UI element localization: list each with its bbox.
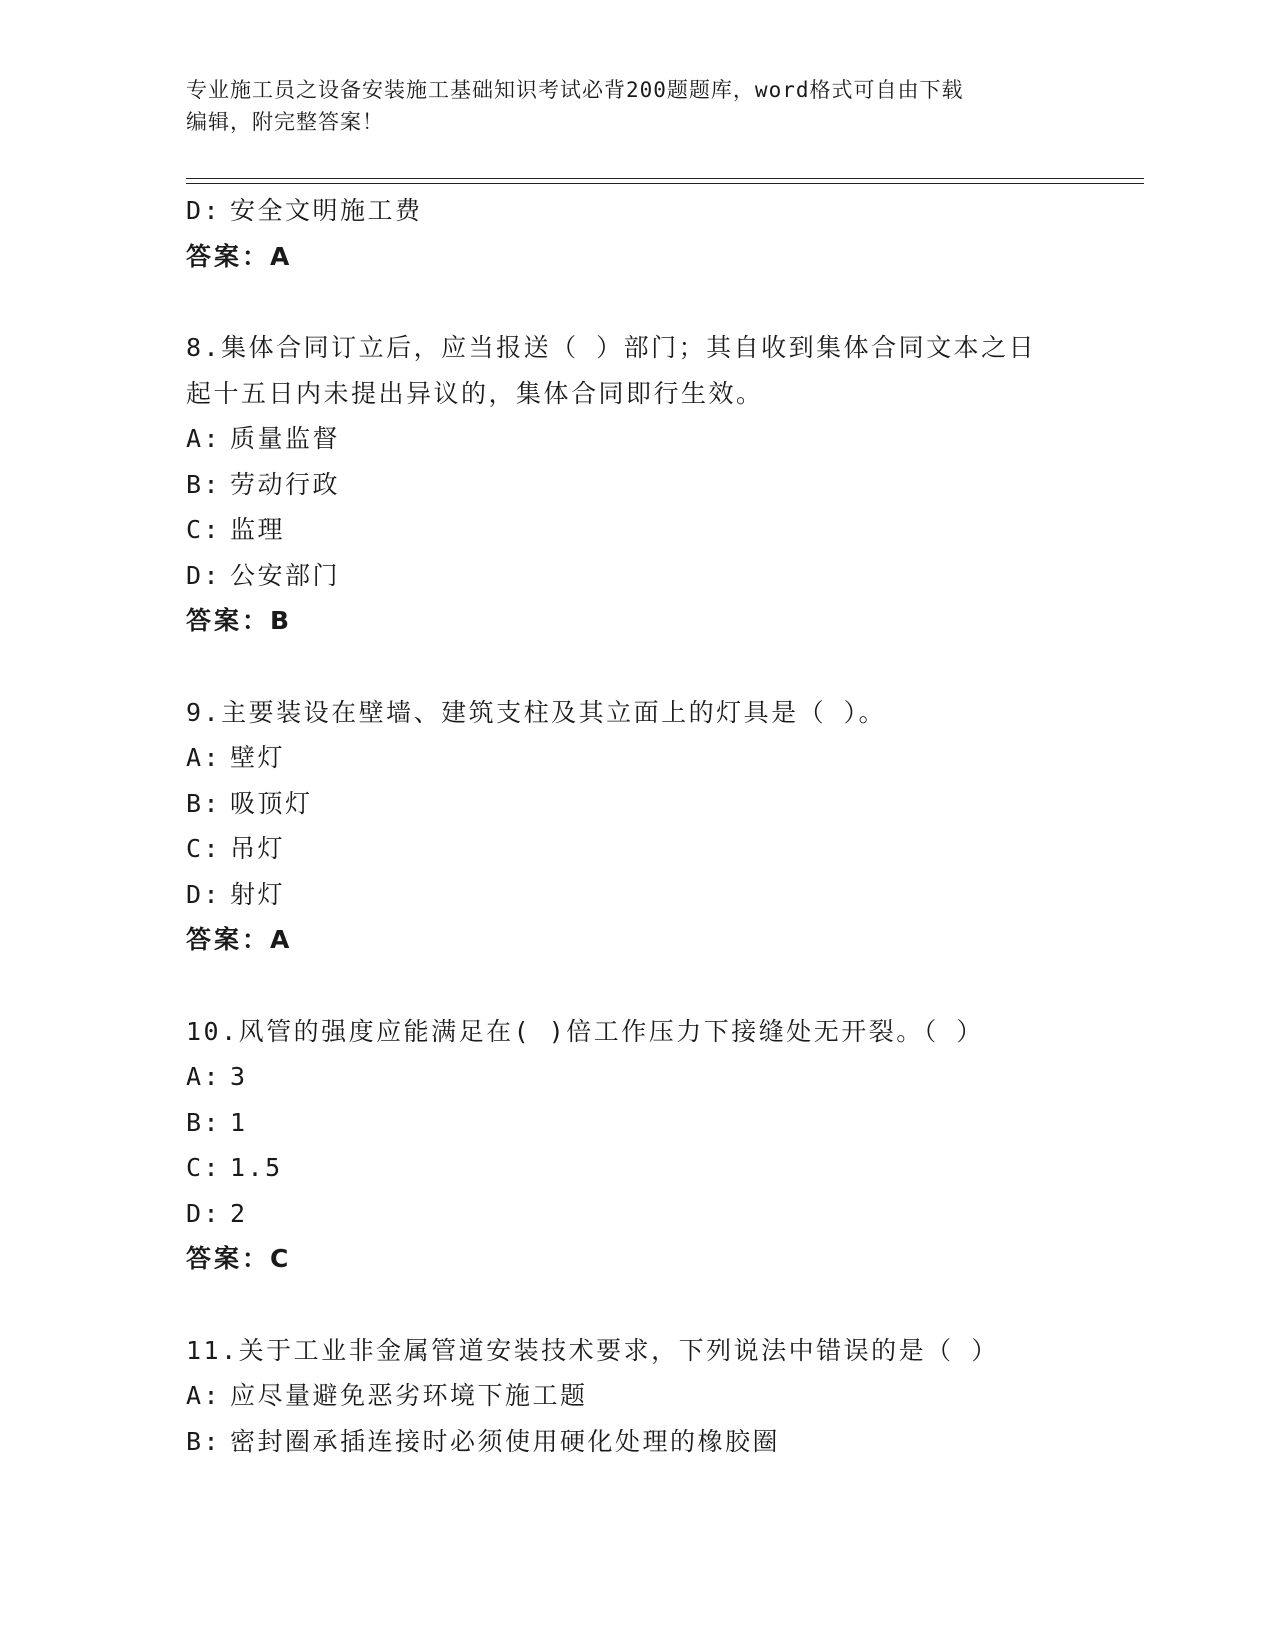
header-rule-top [186, 178, 1144, 179]
option-text: 吊灯 [230, 834, 286, 863]
option-label: B: [186, 1107, 222, 1137]
answer-line: 答案：A [186, 925, 293, 954]
option-a [186, 1373, 1146, 1419]
option-b [186, 1100, 1146, 1146]
option-c [186, 1145, 1146, 1191]
answer-line: 答案：C [186, 1244, 292, 1273]
option-d [186, 188, 1146, 234]
option-label: A: [186, 1381, 222, 1410]
option-label: C: [186, 834, 222, 863]
option-text: 1 [230, 1107, 248, 1137]
question-stem: 10.风管的强度应能满足在( )倍工作压力下接缝处无开裂。（ ） [186, 1016, 984, 1046]
option-text: 安全文明施工费 [230, 196, 423, 225]
option-d [186, 553, 1146, 599]
option-label: C: [186, 515, 222, 544]
question-stem: 8.集体合同订立后，应当报送（ ）部门；其自收到集体合同文本之日 [186, 333, 1037, 362]
option-c [186, 507, 1146, 553]
option-text: 监理 [230, 515, 286, 544]
question-11 [186, 1328, 1146, 1465]
question-stem: 11.关于工业非金属管道安装技术要求，下列说法中错误的是（ ） [186, 1335, 999, 1365]
question-10 [186, 1009, 1146, 1282]
header-line-2: 编辑，附完整答案！ [186, 110, 384, 134]
option-text: 密封圈承插连接时必须使用硬化处理的橡胶圈 [230, 1426, 781, 1456]
page-header [186, 74, 1086, 138]
option-label: D: [186, 879, 222, 909]
option-label: B: [186, 469, 222, 499]
option-b [186, 781, 1146, 827]
option-label: C: [186, 1153, 222, 1182]
option-label: A: [186, 743, 222, 772]
question-8 [186, 325, 1146, 644]
option-text: 质量监督 [230, 424, 341, 453]
option-d [186, 872, 1146, 918]
option-a [186, 416, 1146, 462]
option-d [186, 1191, 1146, 1237]
option-text: 应尽量避免恶劣环境下施工题 [230, 1381, 588, 1410]
option-text: 3 [230, 1062, 248, 1091]
option-a [186, 1054, 1146, 1100]
question-stem: 起十五日内未提出异议的，集体合同即行生效。 [186, 378, 764, 408]
question-7-tail [186, 188, 1146, 279]
option-text: 1.5 [230, 1153, 283, 1182]
option-b [186, 1419, 1146, 1465]
option-label: A: [186, 424, 222, 453]
answer-line: 答案：A [186, 241, 293, 271]
option-a [186, 735, 1146, 781]
option-text: 壁灯 [230, 743, 286, 772]
question-9 [186, 690, 1146, 963]
option-label: D: [186, 1198, 222, 1228]
option-text: 劳动行政 [230, 469, 341, 499]
option-label: D: [186, 196, 222, 225]
option-text: 射灯 [230, 879, 286, 909]
answer-line: 答案：B [186, 606, 293, 635]
option-text: 吸顶灯 [230, 788, 313, 818]
option-label: B: [186, 788, 222, 818]
option-text: 公安部门 [230, 560, 341, 590]
option-b [186, 462, 1146, 508]
document-body [186, 188, 1146, 1510]
option-text: 2 [230, 1198, 248, 1228]
option-c [186, 826, 1146, 872]
question-stem: 9.主要装设在壁墙、建筑支柱及其立面上的灯具是（ ）。 [186, 697, 887, 727]
option-label: D: [186, 560, 222, 590]
header-rule-bottom [186, 183, 1144, 184]
header-line-1: 专业施工员之设备安装施工基础知识考试必背200题题库，word格式可自由下载 [186, 78, 964, 102]
option-label: B: [186, 1426, 222, 1456]
option-label: A: [186, 1062, 222, 1091]
